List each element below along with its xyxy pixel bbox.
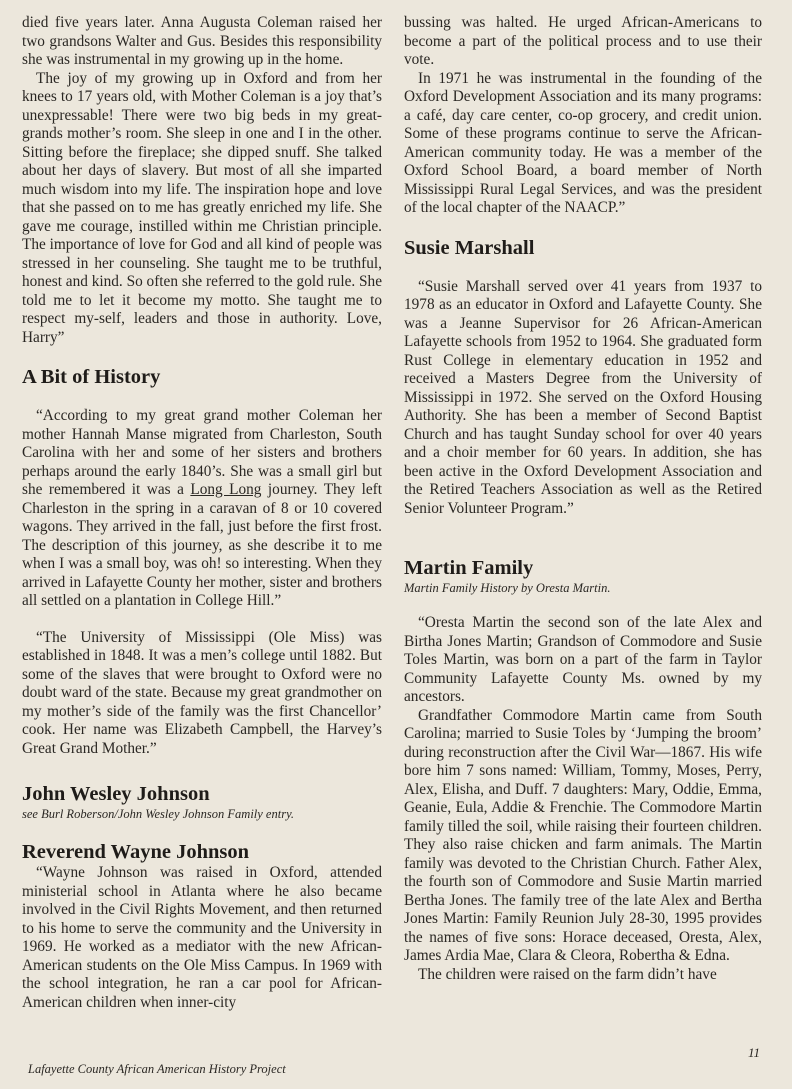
paragraph-children-farm: The children were raised on the farm didn’t have xyxy=(418,965,717,983)
paragraph-ole-miss: “The University of Mississippi (Ole Miss) was established in 1848. It was a men’s college until 1882. But some of the slaves that were brought to Oxford were no doubt ward of the state. Because my great grandmother on my mother’s side of the family was the first Chancellor’ cook. Her name was Elizabeth Campbell, the Harvey’s Great Grand Mother.” xyxy=(22,628,382,757)
paragraph-susie-marshall: “Susie Marshall served over 41 years from 1937 to 1978 as an educator in Oxford and Lafayette County. She was a Jeanne Supervisor for 26 African-American Lafayette schools from 1952 to 1964. She graduated form Rust College in elementary education in 1952 and received a Masters Degree from the University of Mississippi in 1972. She served on the Oxford Housing Authority. She has been a member of Second Baptist Church and has taught Sunday school for over 40 years and a choir member for 60 years. In addition, she has been active in the Oxford Development Association and the Retired Teachers Association as well as the Retired Senior Volunteer Program.” xyxy=(404,277,762,517)
footer-project-title: Lafayette County African American History Project xyxy=(28,1062,286,1076)
paragraph-bussing: bussing was halted. He urged African-Americans to become a part of the political process and to use their vote. xyxy=(404,14,762,68)
left-column xyxy=(22,14,382,1012)
martin-family-byline: Martin Family History by Oresta Martin. xyxy=(404,581,611,595)
paragraph-history-journey xyxy=(22,407,382,611)
paragraph-intro: died five years later. Anna Augusta Coleman raised her two grandsons Walter and Gus. Besides this responsibility she was instrumental in my growing up in the home. xyxy=(22,14,382,68)
heading-susie-marshall: Susie Marshall xyxy=(404,236,535,259)
history-text-start: “According to my great grand mother Coleman her mother Hannah Manse migrated from Charleston, South Carolina with her and some of her sisters and brothers perhaps around the early 1840’s. She was a small girl but she remembered it was a xyxy=(22,407,382,498)
john-wesley-johnson-reference: see Burl Roberson/John Wesley Johnson Family entry. xyxy=(22,807,295,821)
heading-a-bit-of-history: A Bit of History xyxy=(22,366,161,388)
heading-reverend-wayne-johnson: Reverend Wayne Johnson xyxy=(22,841,250,863)
history-text-end: journey. They left Charleston in the spring in a caravan of 8 or 10 covered wagons. They arrived in the fall, just before the first frost. The description of this journey, as she describe it to me when I was a small boy, was oh! so interesting. When they arrived in Lafayette County her mother, sister and brothers all settled on a plantation in College Hill.” xyxy=(22,481,383,609)
right-column xyxy=(404,14,762,984)
paragraph-wayne-johnson: “Wayne Johnson was raised in Oxford, attended ministerial school in Atlanta where he also became involved in the Civil Rights Movement, and then returned to his home to serve the community and the University in 1969. He worked as a mediator with the new African-American students on the Ole Miss Campus. In 1969 with the school integration, he ran a car pool for African-American children when inner-city xyxy=(22,864,382,1011)
paragraph-oresta-martin: “Oresta Martin the second son of the late Alex and Birtha Jones Martin; Grandson of Commodore and Susie Toles Martin, was born on a part of the farm in Taylor Community Lafayette County Ms. owned by my ancestors. xyxy=(404,614,762,705)
heading-john-wesley-johnson: John Wesley Johnson xyxy=(22,783,210,805)
underlined-long-long: Long Long xyxy=(190,481,262,498)
page-number: 11 xyxy=(748,1045,761,1060)
heading-martin-family: Martin Family xyxy=(404,557,534,579)
paragraph-oxford-development: In 1971 he was instrumental in the founding of the Oxford Development Association and its many programs: a café, day care center, co-op grocery, and credit union. Some of these programs continue to serve the African-American community today. He was a member of the Oxford School Board, a board member of North Mississippi Rural Legal Services, and was the president of the local chapter of the NAACP.” xyxy=(404,69,762,216)
paragraph-joy: The joy of my growing up in Oxford and from her knees to 17 years old, with Mother Coleman is a joy that’s unexpressable! There were two big beds in my great-grands mother’s room. She sleep in one and I in the other. Sitting before the fireplace; she dipped snuff. She talked about her days of slavery. But most of all she imparted much wisdom into my life. The inspiration hope and love that she passed on to me has greatly enriched my life. She gave me courage, instilled within me Christian principle. The importance of love for God and all kind of people was stressed in her counseling. She taught me to be truthful, honest and kind. So often she referred to the gold rule. She told me to let it become my motto. She taught me to respect my-self, leaders and those in authority. Love, Harry” xyxy=(22,69,382,346)
paragraph-commodore-martin: Grandfather Commodore Martin came from South Carolina; married to Susie Toles by ‘Jumping the broom’ during reconstruction after the Civil War—1867. His wife bore him 7 sons named: William, Tommy, Moses, Perry, Alex, Elisha, and Duff. 7 daughters: Mary, Oddie, Emma, Geanie, Eula, Addie & Frenchie. The Commodore Martin family tilled the soil, while raising their fourteen children. They also raise chicken and farm animals. The Martin family was devoted to the Christian Church. Father Alex, the fourth son of Commodore and Susie Martin married Bertha Jones. The family tree of the late Alex and Bertha Jones Martin: Family Reunion July 28-30, 1995 provides the names of five sons: Horace deceased, Oresta, Alex, James Ardia Mae, Clara & Cleora, Robertha & Edna. xyxy=(404,706,762,964)
